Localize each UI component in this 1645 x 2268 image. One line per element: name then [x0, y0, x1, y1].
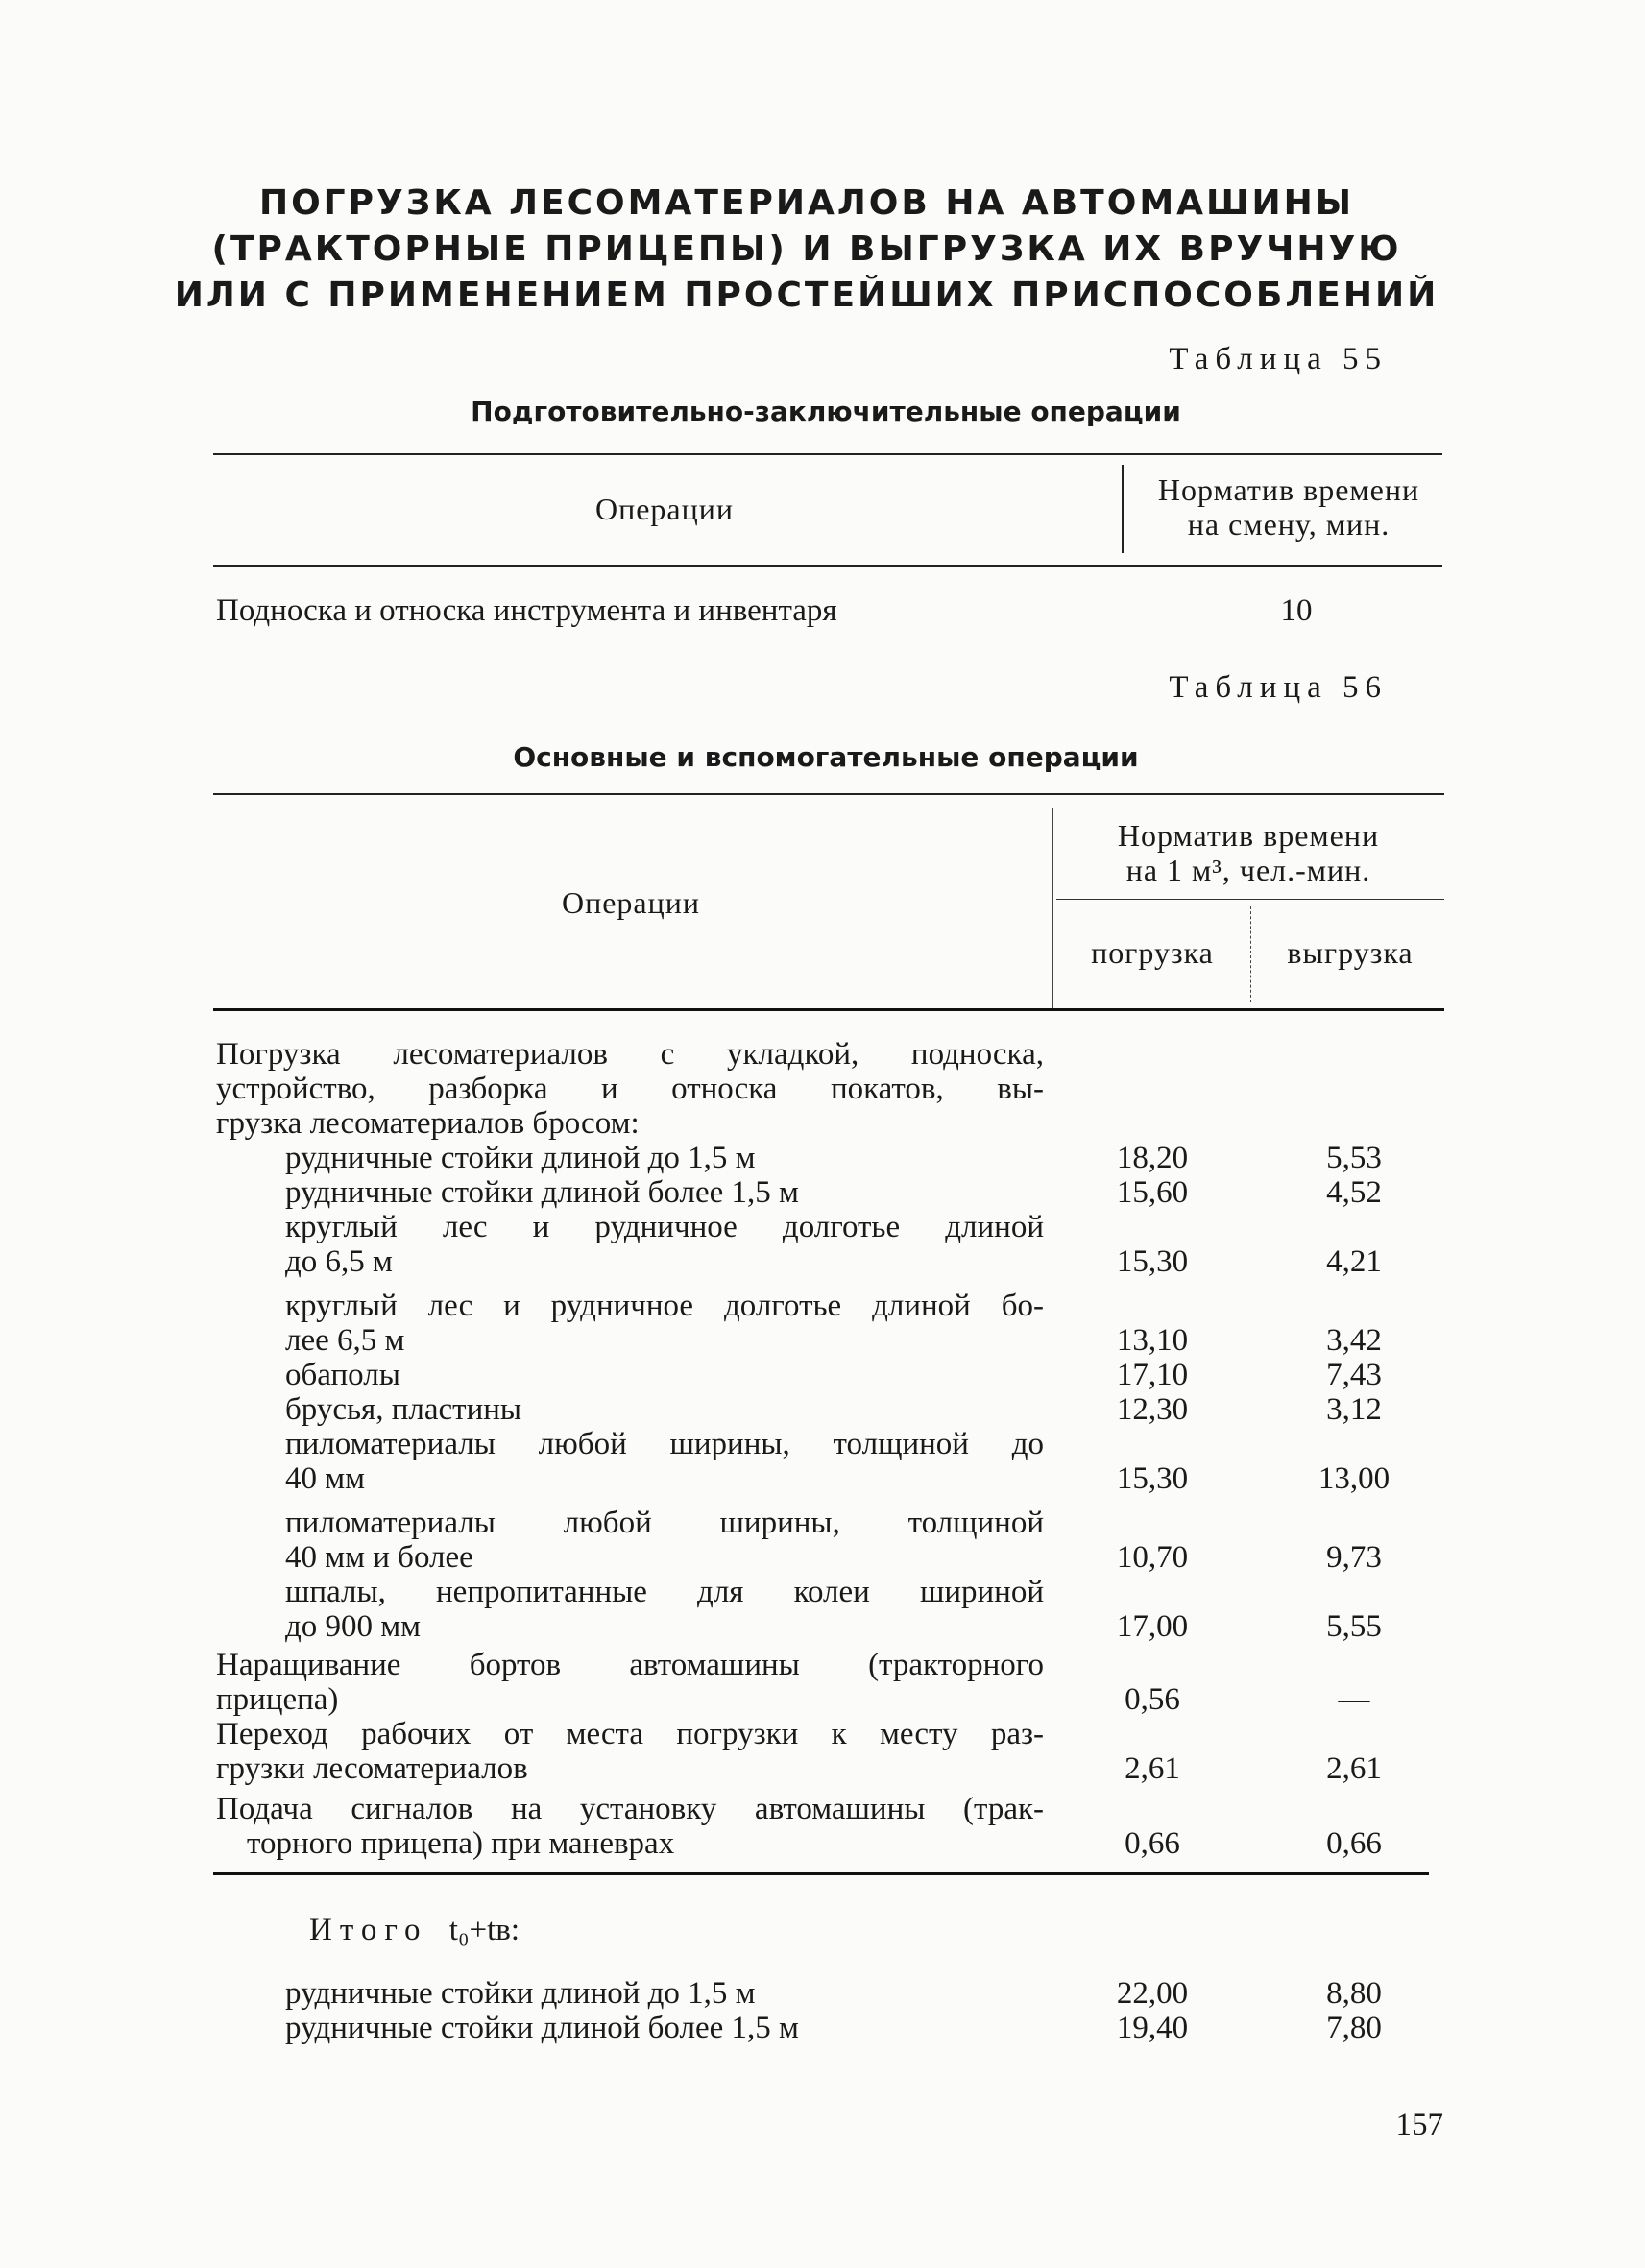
- table-55-top-rule: [213, 453, 1442, 455]
- table-56-caption: Основные и вспомогательные операции: [513, 741, 1139, 773]
- operation-cell: рудничные стойки длиной до 1,5 м: [285, 1141, 756, 1175]
- table-55-header-rule: [213, 565, 1442, 567]
- table-56-col-loading: погрузка: [1091, 935, 1214, 970]
- loading-cell: 17,10: [1116, 1358, 1189, 1392]
- table-56-subheader-rule: [1056, 899, 1444, 900]
- loading-cell: 2,61: [1125, 1751, 1180, 1786]
- operation-cell: Подача сигналов на установку автомашины (трак-: [216, 1792, 1044, 1826]
- table-56-col-norm: [1056, 818, 1440, 887]
- operation-cell: Наращивание бортов автомашины (тракторного: [216, 1648, 1044, 1682]
- total-formula: t₀+tв:: [448, 1913, 520, 1947]
- unloading-cell: 4,52: [1326, 1175, 1382, 1210]
- table-56-col-divider: [1052, 808, 1053, 1010]
- loading-cell: 0,56: [1125, 1682, 1180, 1717]
- table-55-caption: Подготовительно-заключительные операции: [471, 396, 1181, 427]
- loading-cell: 18,20: [1116, 1141, 1189, 1175]
- operation-cell: круглый лес и рудничное долготье длиной бо-: [285, 1289, 1044, 1323]
- operation-cell: Переход рабочих от места погрузки к месту раз-: [216, 1717, 1044, 1751]
- unloading-cell: 7,43: [1326, 1358, 1382, 1392]
- unloading-cell: 3,12: [1326, 1392, 1382, 1427]
- loading-cell: 17,00: [1116, 1609, 1189, 1644]
- operation-cell: брусья, пластины: [285, 1392, 522, 1427]
- operation-cell: Подноска и относка инструмента и инвентаря: [216, 593, 837, 628]
- norm-header-line: на смену, мин.: [1187, 507, 1391, 542]
- unloading-cell: 8,80: [1326, 1976, 1382, 2011]
- loading-cell: 22,00: [1116, 1976, 1189, 2011]
- operation-cell-cont: до 900 мм: [285, 1609, 422, 1644]
- title-line: ИЛИ С ПРИМЕНЕНИЕМ ПРОСТЕЙШИХ ПРИСПОСОБЛЕНИЙ: [174, 276, 1439, 315]
- unloading-cell: 0,66: [1326, 1826, 1382, 1861]
- page-title: [173, 181, 1440, 319]
- unloading-cell: 9,73: [1326, 1540, 1382, 1575]
- total-heading: [309, 1913, 1538, 1947]
- table-55-col-divider: [1122, 465, 1124, 553]
- operation-cell: пиломатериалы любой ширины, толщиной: [285, 1506, 1044, 1540]
- table-56-col-operations: Операции: [561, 885, 700, 920]
- operation-cell-cont: 40 мм: [285, 1461, 366, 1496]
- table-55-col-operations: Операции: [594, 492, 734, 526]
- operation-cell: обаполы: [285, 1358, 400, 1392]
- table-56-subcol-divider: [1250, 906, 1251, 1002]
- unloading-cell: 4,21: [1326, 1244, 1382, 1279]
- table-55-col-norm: [1125, 472, 1452, 542]
- operation-cell: рудничные стойки длиной до 1,5 м: [285, 1976, 756, 2011]
- norm-cell: 10: [1280, 593, 1313, 628]
- operation-cell-cont: грузки лесоматериалов: [216, 1751, 528, 1786]
- norm-header-line: Норматив времени: [1117, 818, 1380, 853]
- unloading-cell: 13,00: [1318, 1461, 1391, 1496]
- loading-cell: 13,10: [1116, 1323, 1189, 1358]
- norm-header-line: на 1 м³, чел.-мин.: [1125, 853, 1371, 887]
- unloading-cell: 5,53: [1326, 1141, 1382, 1175]
- table-55-label: Таблица 55: [1169, 342, 1388, 376]
- operation-cell: круглый лес и рудничное долготье длиной: [285, 1210, 1044, 1244]
- loading-cell: 15,60: [1116, 1175, 1189, 1210]
- norm-header-line: Норматив времени: [1157, 472, 1420, 507]
- table-56-header-rule: [213, 1008, 1444, 1011]
- unloading-cell: 7,80: [1326, 2011, 1382, 2045]
- operation-cell-cont: до 6,5 м: [285, 1244, 393, 1279]
- loading-cell: 15,30: [1116, 1461, 1189, 1496]
- operation-cell-cont: лее 6,5 м: [285, 1323, 405, 1358]
- table-56-top-rule: [213, 793, 1444, 795]
- page-number: 157: [1395, 2108, 1443, 2142]
- group-heading-line: Погрузка лесоматериалов с укладкой, подноска,: [216, 1037, 1044, 1072]
- operation-cell-cont: торного прицепа) при маневрах: [247, 1826, 675, 1861]
- loading-cell: 19,40: [1116, 2011, 1189, 2045]
- table-56-bottom-rule: [213, 1872, 1429, 1875]
- unloading-cell: 5,55: [1326, 1609, 1382, 1644]
- table-56-col-unloading: выгрузка: [1287, 935, 1414, 970]
- operation-cell: шпалы, непропитанные для колеи шириной: [285, 1575, 1044, 1609]
- unloading-cell: 3,42: [1326, 1323, 1382, 1358]
- operation-cell-cont: 40 мм и более: [285, 1540, 473, 1575]
- operation-cell: рудничные стойки длиной более 1,5 м: [285, 2011, 799, 2045]
- loading-cell: 0,66: [1125, 1826, 1180, 1861]
- unloading-cell: 2,61: [1326, 1751, 1382, 1786]
- title-line: (ТРАКТОРНЫЕ ПРИЦЕПЫ) И ВЫГРУЗКА ИХ ВРУЧНУЮ: [211, 229, 1402, 269]
- group-heading-line: устройство, разборка и относка покатов, вы-: [216, 1072, 1044, 1106]
- title-line: ПОГРУЗКА ЛЕСОМАТЕРИАЛОВ НА АВТОМАШИНЫ: [258, 183, 1355, 223]
- loading-cell: 10,70: [1116, 1540, 1189, 1575]
- table-56-label: Таблица 56: [1169, 670, 1388, 705]
- total-label: Итого: [309, 1913, 428, 1947]
- loading-cell: 15,30: [1116, 1244, 1189, 1279]
- operation-cell: рудничные стойки длиной более 1,5 м: [285, 1175, 799, 1210]
- group-heading-line: грузка лесоматериалов бросом:: [216, 1106, 640, 1141]
- operation-cell: пиломатериалы любой ширины, толщиной до: [285, 1427, 1044, 1461]
- operation-cell-cont: прицепа): [216, 1682, 339, 1717]
- loading-cell: 12,30: [1116, 1392, 1189, 1427]
- unloading-cell: —: [1338, 1682, 1370, 1717]
